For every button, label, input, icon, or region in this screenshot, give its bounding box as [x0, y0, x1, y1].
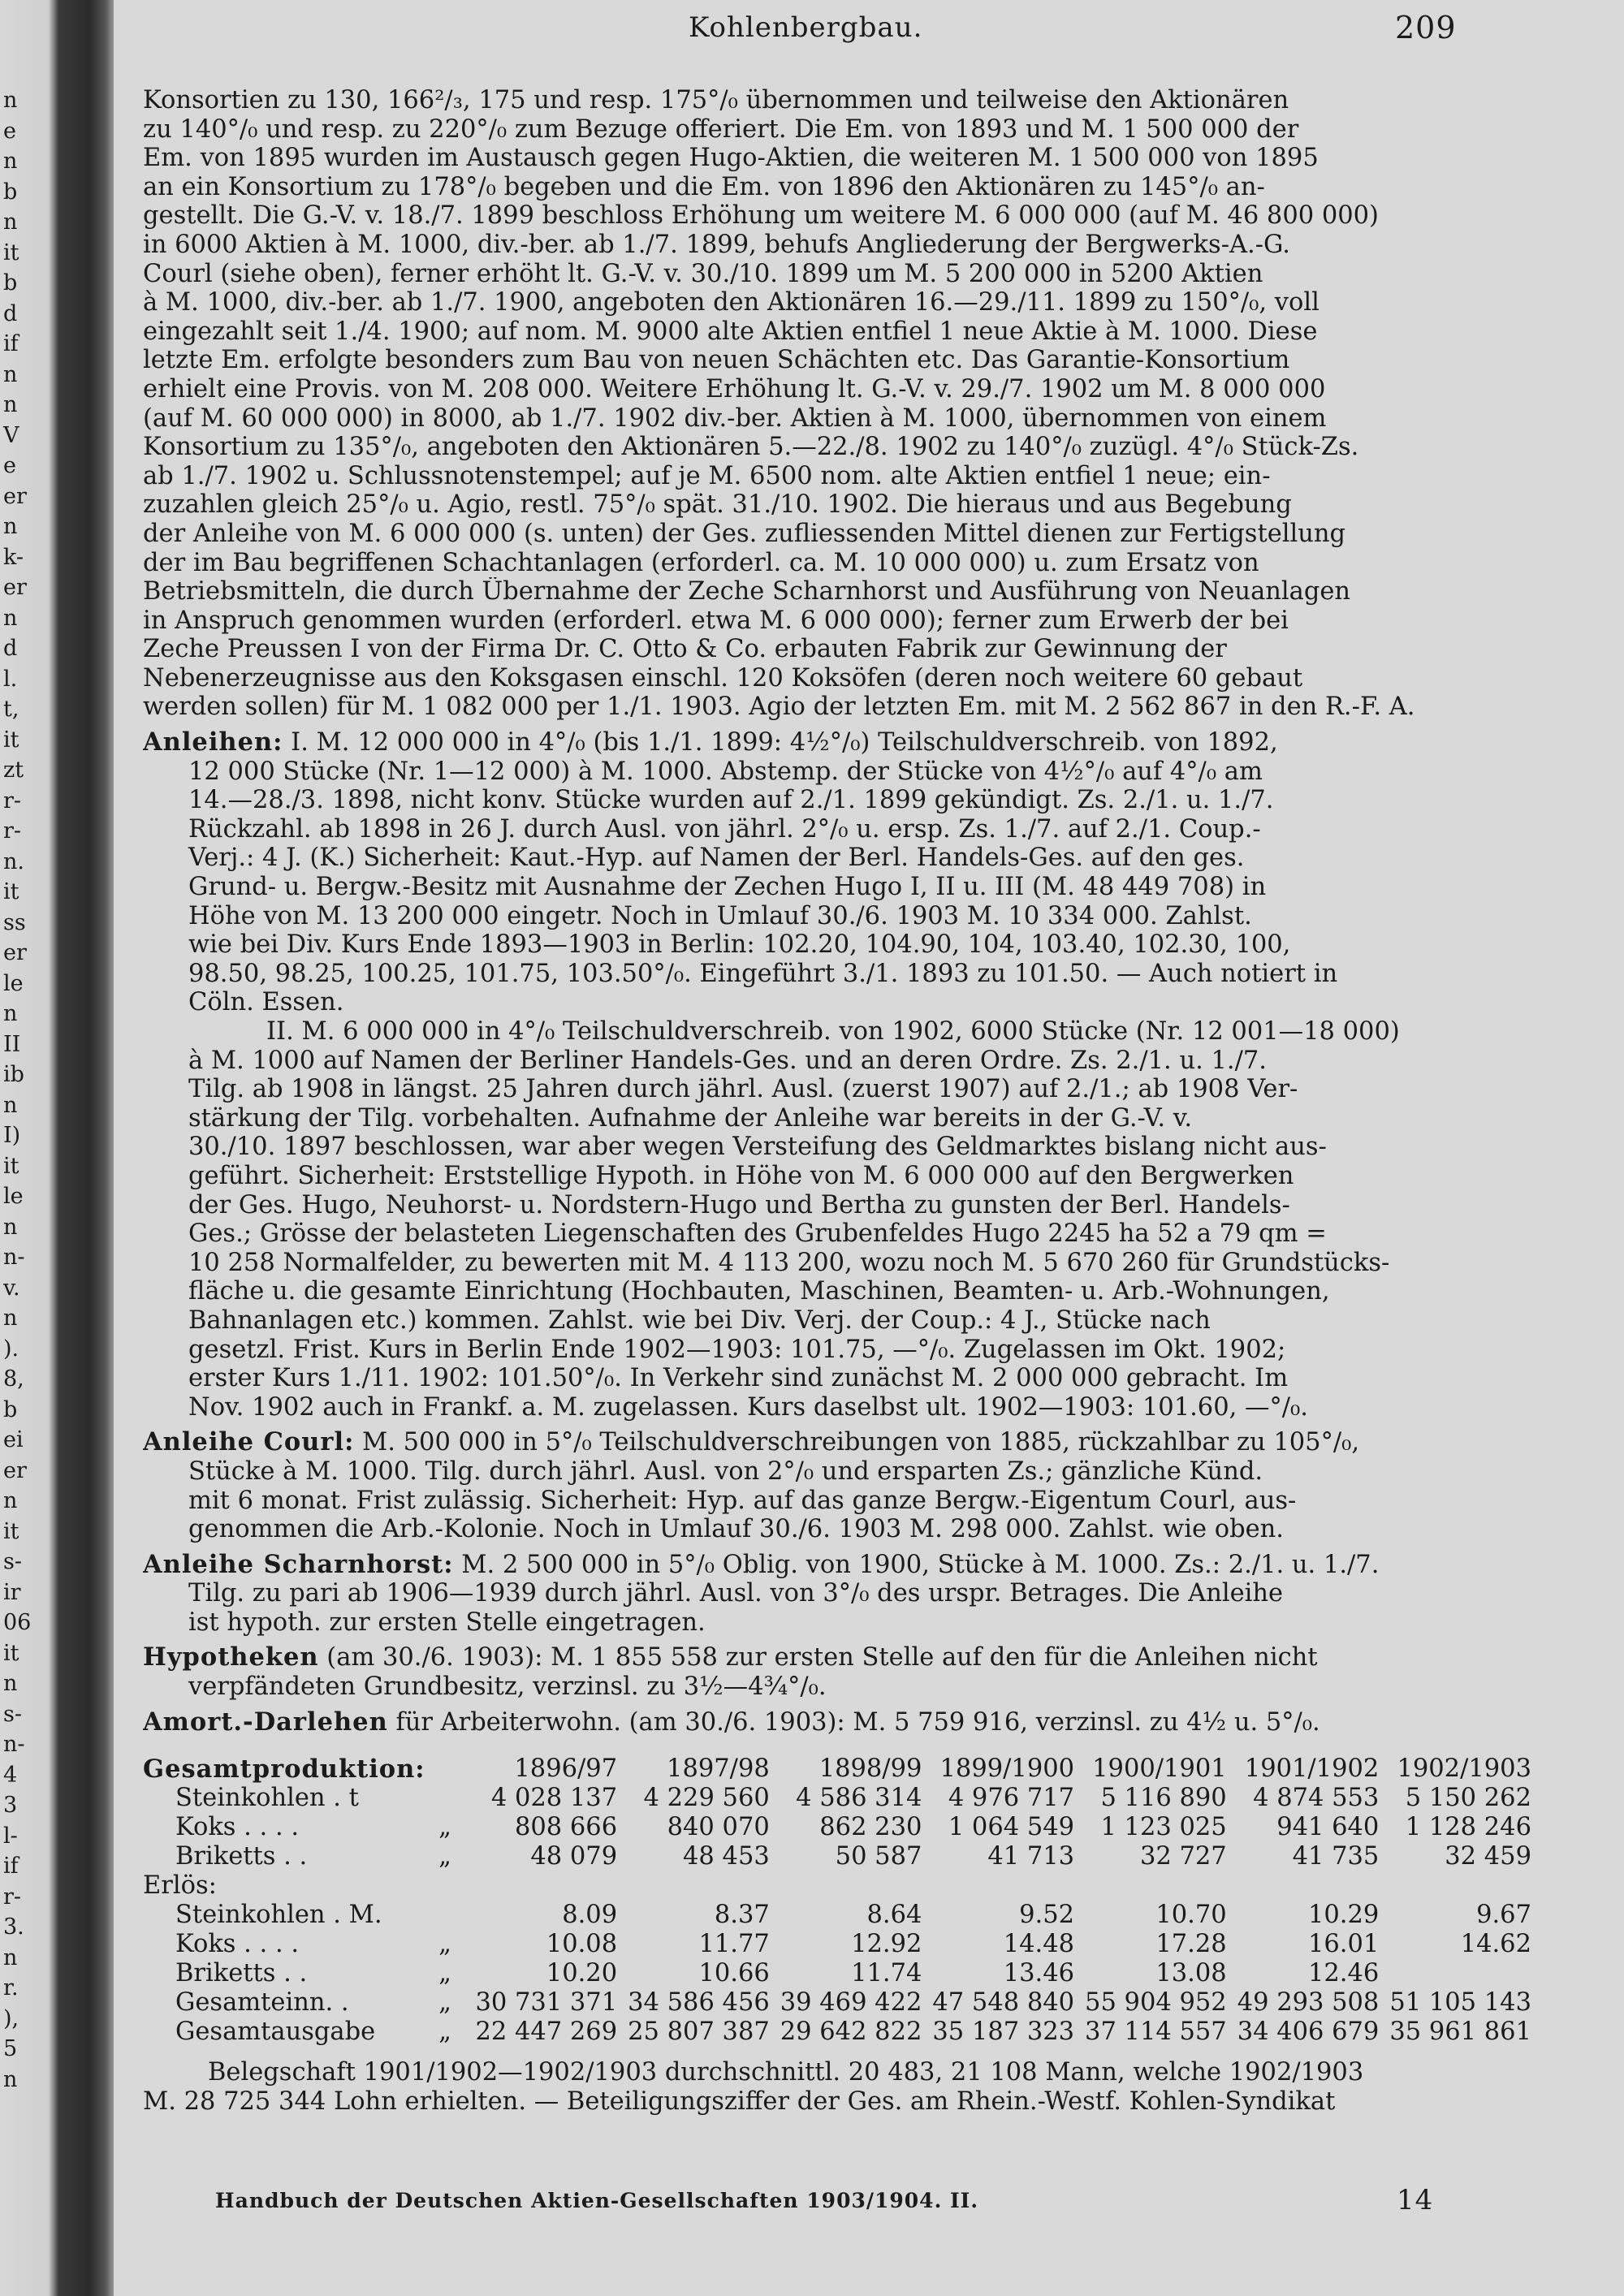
anleihen-ii-first-line: II. M. 6 000 000 in 4°/₀ Teilschuldverschreib. von 1902, 6000 Stücke (Nr. 12 001—18 000)	[266, 1017, 1400, 1046]
production-cell: 10.20	[546, 1959, 618, 1988]
production-cell: 47 548 840	[932, 1988, 1075, 2018]
margin-fragment: er	[3, 575, 27, 600]
margin-fragment: 4	[3, 1762, 18, 1788]
anleihen-heading: Anleihen:	[143, 728, 283, 757]
margin-fragment: ),	[3, 2005, 19, 2031]
anleihen-ii-line: der Ges. Hugo, Neuhorst- u. Nordstern-Hugo und Bertha zu gunsten der Berl. Handels-	[188, 1190, 1290, 1219]
production-heading: Gesamtproduktion:	[143, 1754, 425, 1785]
anleihe-scharnhorst-line: ist hypoth. zur ersten Stelle eingetragen.	[188, 1608, 706, 1637]
production-row-label: Steinkohlen . t	[175, 1784, 359, 1813]
anleihen-line: Verj.: 4 J. (K.) Sicherheit: Kaut.-Hyp. auf Namen der Berl. Handels-Ges. auf den ges.	[188, 844, 1245, 873]
intro-line: Zeche Preussen I von der Firma Dr. C. Otto & Co. erbauten Fabrik zur Gewinnung der	[143, 635, 1227, 664]
margin-fragment: 5	[3, 2036, 18, 2061]
anleihen-line: Höhe von M. 13 200 000 eingetr. Noch in Umlauf 30./6. 1903 M. 10 334 000. Zahlst.	[188, 901, 1252, 930]
margin-fragment: v.	[3, 1275, 20, 1301]
production-cell: 30 731 371	[475, 1988, 618, 2018]
margin-fragment: ei	[3, 1427, 24, 1452]
margin-fragment: 3.	[3, 1914, 24, 1940]
anleihen-ii-line: à M. 1000 auf Namen der Berliner Handels-Ges. und an deren Ordre. Zs. 2./1. u. 1./7.	[188, 1046, 1267, 1075]
production-cell: 4 229 560	[643, 1784, 770, 1813]
production-cell: 9.67	[1476, 1901, 1531, 1930]
production-table	[143, 1754, 1531, 2047]
anleihe-scharnhorst-heading: Anleihe Scharnhorst:	[143, 1550, 454, 1579]
page-header	[114, 11, 1624, 44]
margin-fragment: it	[3, 1153, 19, 1179]
footer-imprint: Handbuch der Deutschen Aktien-Gesellschaften 1903/1904. II.	[215, 2189, 979, 2212]
production-row-label: Gesamtausgabe	[175, 2018, 376, 2047]
production-cell: 41 713	[987, 1842, 1075, 1871]
production-cell: 50 587	[835, 1842, 922, 1871]
production-cell: 8.64	[866, 1901, 922, 1930]
production-cell: 4 874 553	[1253, 1784, 1380, 1813]
production-row	[143, 1813, 1531, 1842]
anleihe-courl-first-line: M. 500 000 in 5°/₀ Teilschuldverschreibungen von 1885, rückzahlbar zu 105°/₀,	[362, 1428, 1360, 1457]
hypotheken-line: verpfändeten Grundbesitz, verzinsl. zu 3½—4¾°/₀.	[188, 1672, 827, 1702]
intro-line: werden sollen) für M. 1 082 000 per 1./1. 1903. Agio der letzten Em. mit M. 2 562 867 in den R.-F. A.	[143, 693, 1415, 722]
production-cell: 34 586 456	[628, 1988, 770, 2018]
margin-fragment: n	[3, 1488, 18, 1513]
production-cell: 808 666	[514, 1813, 618, 1842]
amort-heading: Amort.-Darlehen	[143, 1707, 388, 1737]
production-cell: 29 642 822	[780, 2018, 922, 2047]
production-cell: 12.92	[851, 1930, 922, 1959]
margin-fragment: n	[3, 1944, 18, 1970]
production-cell: 13.08	[1155, 1959, 1227, 1988]
margin-fragment: k-	[3, 544, 24, 570]
production-row-label: Gesamteinn. .	[175, 1988, 349, 2018]
intro-line: der im Bau begriffenen Schachtanlagen (erforderl. ca. M. 10 000 000) u. zum Ersatz von	[143, 548, 1259, 577]
margin-fragment: e	[3, 118, 16, 144]
production-cell: 37 114 557	[1085, 2018, 1227, 2047]
margin-fragment: n-	[3, 1245, 25, 1270]
margin-fragment: n	[3, 392, 18, 417]
intro-line: erhielt eine Provis. von M. 208 000. Weitere Erhöhung lt. G.-V. v. 29./7. 1902 um M. 8 000 000	[143, 374, 1326, 404]
anleihen-ii-line: geführt. Sicherheit: Erststellige Hypoth. in Höhe von M. 6 000 000 auf den Bergwerken	[188, 1161, 1294, 1190]
margin-fragment: ss	[3, 909, 26, 935]
anleihen-line: Grund- u. Bergw.-Besitz mit Ausnahme der Zechen Hugo I, II u. III (M. 48 449 708) in	[188, 873, 1267, 902]
production-year-header: 1899/1900	[939, 1754, 1075, 1784]
margin-fragment: r.	[3, 1975, 19, 2000]
amort-text: für Arbeiterwohn. (am 30./6. 1903): M. 5 759 916, verzinsl. zu 4½ u. 5°/₀.	[395, 1707, 1320, 1737]
production-cell: 5 150 262	[1405, 1784, 1531, 1813]
anleihe-courl-heading: Anleihe Courl:	[143, 1428, 355, 1457]
production-cell: 10.08	[546, 1930, 618, 1959]
production-cell: 48 079	[530, 1842, 618, 1871]
anleihen-ii-line: erster Kurs 1./11. 1902: 101.50°/₀. In Verkehr sind zunächst M. 2 000 000 gebracht. Im	[188, 1364, 1289, 1393]
margin-fragment: n	[3, 209, 18, 235]
margin-fragment: b	[3, 1396, 18, 1422]
production-row	[143, 2018, 1531, 2047]
production-cell: 49 293 508	[1237, 1988, 1380, 2018]
production-cell: 51 105 143	[1389, 1988, 1531, 2018]
production-cell	[922, 1871, 1074, 1901]
document-page	[114, 0, 1624, 2296]
intro-line: ab 1./7. 1902 u. Schlussnotenstempel; auf je M. 6500 nom. alte Aktien entfiel 1 neue; ein-	[143, 461, 1271, 490]
margin-fragment: r-	[3, 788, 22, 814]
margin-fragment: er	[3, 1457, 27, 1483]
production-row	[143, 1842, 1531, 1871]
production-row-unit: „	[438, 1813, 451, 1842]
margin-fragment: l.	[3, 666, 18, 692]
margin-fragment: n	[3, 1306, 18, 1331]
production-cell: 10.66	[698, 1959, 770, 1988]
margin-fragment: r-	[3, 818, 22, 844]
anleihe-scharnhorst-line: Tilg. zu pari ab 1906—1939 durch jährl. Ausl. von 3°/₀ des urspr. Betrages. Die Anleihe	[188, 1579, 1284, 1608]
production-row	[143, 1871, 1531, 1901]
margin-fragment: b	[3, 179, 18, 205]
margin-fragment: V	[3, 422, 19, 448]
margin-fragment: le	[3, 970, 24, 996]
anleihe-scharnhorst-section	[143, 1551, 1531, 1638]
anleihen-ii-line: Bahnanlagen etc.) kommen. Zahlst. wie bei Div. Verj. der Coup.: 4 J., Stücke nach	[188, 1306, 1211, 1335]
anleihen-ii-line: gesetzl. Frist. Kurs in Berlin Ende 1902—1903: 101.75, —°/₀. Zugelassen im Okt. 1902;	[188, 1335, 1286, 1364]
anleihen-line: Rückzahl. ab 1898 in 26 J. durch Ausl. von jährl. 2°/₀ u. ersp. Zs. 1./7. auf 2./1. Coup.-	[188, 814, 1261, 844]
production-cell	[1074, 1871, 1227, 1901]
anleihen-ii-line: Ges.; Grösse der belasteten Liegenschaften des Grubenfeldes Hugo 2245 ha 52 a 79 qm =	[188, 1219, 1327, 1249]
left-margin-fragments	[0, 0, 49, 2296]
production-cell: 12.46	[1308, 1959, 1380, 1988]
anleihe-courl-line: Stücke à M. 1000. Tilg. durch jährl. Ausl. von 2°/₀ und ersparten Zs.; gänzliche Künd.	[188, 1457, 1263, 1486]
anleihe-courl-line: genommen die Arb.-Kolonie. Noch in Umlauf 30./6. 1903 M. 298 000. Zahlst. wie oben.	[188, 1515, 1284, 1544]
production-cell: 4 586 314	[796, 1784, 922, 1813]
margin-fragment: n	[3, 514, 18, 539]
production-row-label: Koks . . . .	[175, 1930, 300, 1959]
margin-fragment: n	[3, 1092, 18, 1118]
production-cell: 9.52	[1019, 1901, 1075, 1930]
running-title: Kohlenbergbau.	[689, 11, 923, 44]
production-cell: 5 116 890	[1100, 1784, 1227, 1813]
production-cell	[1227, 1871, 1380, 1901]
production-cell: 14.48	[1003, 1930, 1075, 1959]
margin-fragment: II	[3, 1031, 21, 1057]
production-row-unit: „	[438, 1959, 451, 1988]
production-row-label: Koks . . . .	[175, 1813, 300, 1842]
production-cell: 17.28	[1155, 1930, 1227, 1959]
margin-fragment: n	[3, 88, 18, 113]
margin-fragment: ib	[3, 1062, 24, 1087]
margin-fragment: b	[3, 270, 18, 296]
margin-fragment: n	[3, 361, 18, 387]
production-cell: 39 469 422	[780, 1988, 922, 2018]
intro-line: an ein Konsortium zu 178°/₀ begeben und die Em. von 1896 den Aktionären zu 145°/₀ an-	[143, 172, 1265, 201]
intro-line: gestellt. Die G.-V. v. 18./7. 1899 beschloss Erhöhung um weitere M. 6 000 000 (auf M. 46 800 000)	[143, 201, 1379, 231]
production-cell	[1379, 1959, 1531, 1988]
margin-fragment: d	[3, 636, 18, 661]
production-cell: 55 904 952	[1085, 1988, 1227, 2018]
margin-fragment: r-	[3, 1884, 22, 1910]
production-cell: 862 230	[819, 1813, 922, 1842]
margin-fragment: n	[3, 2066, 18, 2092]
intro-line: zu 140°/₀ und resp. zu 220°/₀ zum Bezuge offeriert. Die Em. von 1893 und M. 1 500 000 der	[143, 114, 1299, 144]
production-row-label: Erlös:	[143, 1871, 217, 1901]
intro-line: Konsortium zu 135°/₀, angeboten den Aktionären 5.—22./8. 1902 zu 140°/₀ zuzügl. 4°/₀ Stück-Zs.	[143, 433, 1359, 462]
production-header-row	[143, 1754, 1531, 1784]
production-row-unit	[425, 1871, 465, 1901]
margin-fragment: le	[3, 1184, 24, 1209]
workforce-line-1: Belegschaft 1901/1902—1902/1903 durchschnittl. 20 483, 21 108 Mann, welche 1902/1903	[208, 2058, 1364, 2087]
printer-signature: 14	[1397, 2184, 1434, 2216]
anleihen-line: 98.50, 98.25, 100.25, 101.75, 103.50°/₀. Eingeführt 3./1. 1893 zu 101.50. — Auch notiert in	[188, 959, 1338, 988]
intro-line: Konsortien zu 130, 166²/₃, 175 und resp. 175°/₀ übernommen und teilweise den Aktionären	[143, 86, 1289, 114]
production-row-unit: „	[438, 1988, 451, 2018]
production-cell	[770, 1871, 922, 1901]
anleihen-ii-line: fläche u. die gesamte Einrichtung (Hochbauten, Maschinen, Beamten- u. Arb.-Wohnungen,	[188, 1277, 1330, 1306]
margin-fragment: 3	[3, 1793, 18, 1818]
production-year-header: 1900/1901	[1092, 1754, 1227, 1784]
production-cell: 25 807 387	[628, 2018, 770, 2047]
margin-fragment: zt	[3, 757, 24, 783]
production-row-unit: „	[438, 2018, 451, 2047]
production-cell: 34 406 679	[1237, 2018, 1380, 2047]
hypotheken-section	[143, 1643, 1531, 1701]
anleihen-ii-line: Tilg. ab 1908 in längst. 25 Jahren durch jährl. Ausl. (zuerst 1907) auf 2./1.; ab 1908 Ver-	[188, 1075, 1298, 1104]
anleihe-courl-section	[143, 1428, 1531, 1543]
intro-line: der Anleihe von M. 6 000 000 (s. unten) der Ges. zufliessenden Mittel dienen zur Fertigstellung	[143, 519, 1346, 548]
page-footer	[215, 2184, 1596, 2221]
anleihe-courl-line: mit 6 monat. Frist zulässig. Sicherheit: Hyp. auf das ganze Bergw.-Eigentum Courl, aus-	[188, 1486, 1297, 1515]
production-cell: 1 064 549	[948, 1813, 1075, 1842]
production-cell: 10.70	[1155, 1901, 1227, 1930]
production-cell: 11.77	[698, 1930, 770, 1959]
production-row-label: Briketts . .	[175, 1842, 308, 1871]
production-cell: 16.01	[1308, 1930, 1380, 1959]
production-cell	[464, 1871, 617, 1901]
production-year-header: 1902/1903	[1397, 1754, 1531, 1784]
production-cell: 4 976 717	[948, 1784, 1075, 1813]
production-cell: 4 028 137	[490, 1784, 618, 1813]
production-cell: 32 727	[1139, 1842, 1227, 1871]
margin-fragment: n-	[3, 1732, 25, 1757]
intro-line: (auf M. 60 000 000) in 8000, ab 1./7. 1902 div.-ber. Aktien à M. 1000, übernommen von einem	[143, 404, 1327, 433]
page-number: 209	[1395, 10, 1457, 45]
production-table-section	[143, 1754, 1531, 2047]
anleihen-line: Cöln. Essen.	[188, 988, 344, 1017]
intro-line: eingezahlt seit 1./4. 1900; auf nom. M. 9000 alte Aktien entfiel 1 neue Aktie à M. 1000. Diese	[143, 317, 1318, 346]
margin-fragment: if	[3, 1854, 19, 1879]
margin-fragment: it	[3, 727, 19, 753]
margin-fragment: it	[3, 1518, 19, 1544]
anleihen-first-line: I. M. 12 000 000 in 4°/₀ (bis 1./1. 1899: 4½°/₀) Teilschuldverschreib. von 1892,	[291, 728, 1278, 757]
production-cell: 41 735	[1292, 1842, 1380, 1871]
margin-fragment: it	[3, 240, 19, 265]
workforce-paragraph	[143, 2058, 1531, 2116]
margin-fragment: it	[3, 879, 19, 904]
production-row-unit	[425, 1901, 465, 1930]
anleihe-scharnhorst-first-line: M. 2 500 000 in 5°/₀ Oblig. von 1900, Stücke à M. 1000. Zs.: 2./1. u. 1./7.	[461, 1550, 1380, 1579]
intro-line: à M. 1000, div.-ber. ab 1./7. 1900, angeboten den Aktionären 16.—29./11. 1899 zu 150°/₀, voll	[143, 288, 1320, 317]
margin-fragment: ir	[3, 1579, 21, 1605]
production-row-unit: „	[438, 1842, 451, 1871]
production-row-unit	[425, 1784, 465, 1813]
production-row-label: Briketts . .	[175, 1959, 308, 1988]
intro-line: Nebenerzeugnisse aus den Koksgasen einschl. 120 Koksöfen (deren noch weitere 60 gebaut	[143, 663, 1303, 693]
intro-line: letzte Em. erfolgte besonders zum Bau von neuen Schächten etc. Das Garantie-Konsortium	[143, 346, 1290, 375]
production-cell: 8.37	[714, 1901, 770, 1930]
anleihen-line: 12 000 Stücke (Nr. 1—12 000) à M. 1000. Abstemp. der Stücke von 4½°/₀ auf 4°/₀ am	[188, 757, 1263, 786]
amort-section	[143, 1708, 1531, 1737]
intro-line: zuzahlen gleich 25°/₀ u. Agio, restl. 75°/₀ spät. 31./10. 1902. Die hieraus und aus Begebung	[143, 490, 1292, 520]
production-cell: 10.29	[1308, 1901, 1380, 1930]
production-row	[143, 1784, 1531, 1813]
margin-fragment: ).	[3, 1336, 19, 1362]
production-cell: 840 070	[667, 1813, 770, 1842]
margin-fragment: s-	[3, 1549, 22, 1574]
margin-fragment: er	[3, 483, 27, 509]
margin-fragment: n	[3, 1671, 18, 1696]
anleihen-line: 14.—28./3. 1898, nicht konv. Stücke wurden auf 2./1. 1899 gekündigt. Zs. 2./1. u. 1./7.	[188, 786, 1274, 815]
margin-fragment: n	[3, 1001, 18, 1026]
anleihen-line: wie bei Div. Kurs Ende 1893—1903 in Berlin: 102.20, 104.90, 104, 103.40, 102.30, 100,	[188, 930, 1291, 960]
production-cell: 35 187 323	[932, 2018, 1075, 2047]
margin-fragment: n	[3, 605, 18, 631]
anleihen-ii-line: stärkung der Tilg. vorbehalten. Aufnahme der Anleihe war bereits in der G.-V. v.	[188, 1103, 1193, 1133]
margin-fragment: e	[3, 453, 16, 478]
production-row	[143, 1901, 1531, 1930]
intro-line: in Anspruch genommen wurden (erforderl. etwa M. 6 000 000); ferner zum Erwerb der bei	[143, 606, 1289, 635]
intro-line: Em. von 1895 wurden im Austausch gegen Hugo-Aktien, die weiteren M. 1 500 000 von 1895	[143, 144, 1319, 173]
page-body	[143, 86, 1531, 2116]
production-cell: 22 447 269	[475, 2018, 618, 2047]
production-cell: 1 128 246	[1405, 1813, 1531, 1842]
production-year-header: 1898/99	[818, 1754, 922, 1784]
production-year-header: 1897/98	[667, 1754, 770, 1784]
margin-fragment: er	[3, 940, 27, 965]
intro-line: Courl (siehe oben), ferner erhöht lt. G.-V. v. 30./10. 1899 um M. 5 200 000 in 5200 Aktien	[143, 259, 1263, 288]
margin-fragment: n.	[3, 848, 24, 874]
intro-paragraph	[143, 86, 1531, 722]
margin-fragment: d	[3, 300, 18, 326]
margin-fragment: 8,	[3, 1366, 24, 1392]
production-year-header: 1901/1902	[1244, 1754, 1380, 1784]
margin-fragment: t,	[3, 697, 19, 722]
anleihen-ii-line: 30./10. 1897 beschlossen, war aber wegen Versteifung des Geldmarktes bislang nicht aus-	[188, 1133, 1327, 1162]
margin-fragment: n	[3, 1214, 18, 1240]
intro-line: Betriebsmitteln, die durch Übernahme der Zeche Scharnhorst und Ausführung von Neuanlagen	[143, 577, 1351, 606]
hypotheken-first-line: (am 30./6. 1903): M. 1 855 558 zur ersten Stelle auf den für die Anleihen nicht	[326, 1643, 1318, 1672]
margin-fragment: it	[3, 1640, 19, 1666]
workforce-line-2: M. 28 725 344 Lohn erhielten. — Beteiligungsziffer der Ges. am Rhein.-Westf. Kohlen-Syndikat	[143, 2087, 1336, 2116]
intro-line: in 6000 Aktien à M. 1000, div.-ber. ab 1./7. 1899, behufs Angliederung der Bergwerks-A.-G.	[143, 230, 1290, 259]
production-year-header: 1896/97	[514, 1754, 618, 1784]
production-cell: 11.74	[851, 1959, 922, 1988]
production-cell: 1 123 025	[1100, 1813, 1227, 1842]
production-cell: 48 453	[683, 1842, 770, 1871]
production-cell: 14.62	[1460, 1930, 1531, 1959]
anleihen-ii-line: Nov. 1902 auch in Frankf. a. M. zugelassen. Kurs daselbst ult. 1902—1903: 101.60, —°/₀.	[188, 1392, 1308, 1422]
margin-fragment: s-	[3, 1701, 22, 1727]
margin-fragment: l-	[3, 1823, 18, 1849]
production-row	[143, 1988, 1531, 2018]
production-cell	[1379, 1871, 1531, 1901]
margin-fragment: 06	[3, 1610, 32, 1635]
production-row	[143, 1930, 1531, 1959]
hypotheken-heading: Hypotheken	[143, 1643, 319, 1672]
production-cell	[617, 1871, 770, 1901]
production-row-unit: „	[438, 1930, 451, 1959]
anleihen-ii-line: 10 258 Normalfelder, zu bewerten mit M. 4 113 200, wozu noch M. 5 670 260 für Grundstücks-	[188, 1248, 1390, 1277]
production-cell: 13.46	[1003, 1959, 1075, 1988]
anleihen-section	[143, 728, 1531, 1422]
production-row-label: Steinkohlen . M.	[175, 1901, 382, 1930]
margin-fragment: if	[3, 331, 19, 356]
production-cell: 35 961 861	[1389, 2018, 1531, 2047]
production-cell: 941 640	[1276, 1813, 1380, 1842]
margin-fragment: n	[3, 149, 18, 174]
production-cell: 32 459	[1445, 1842, 1531, 1871]
margin-fragment: I)	[3, 1123, 21, 1148]
production-cell: 8.09	[562, 1901, 618, 1930]
production-row	[143, 1959, 1531, 1988]
